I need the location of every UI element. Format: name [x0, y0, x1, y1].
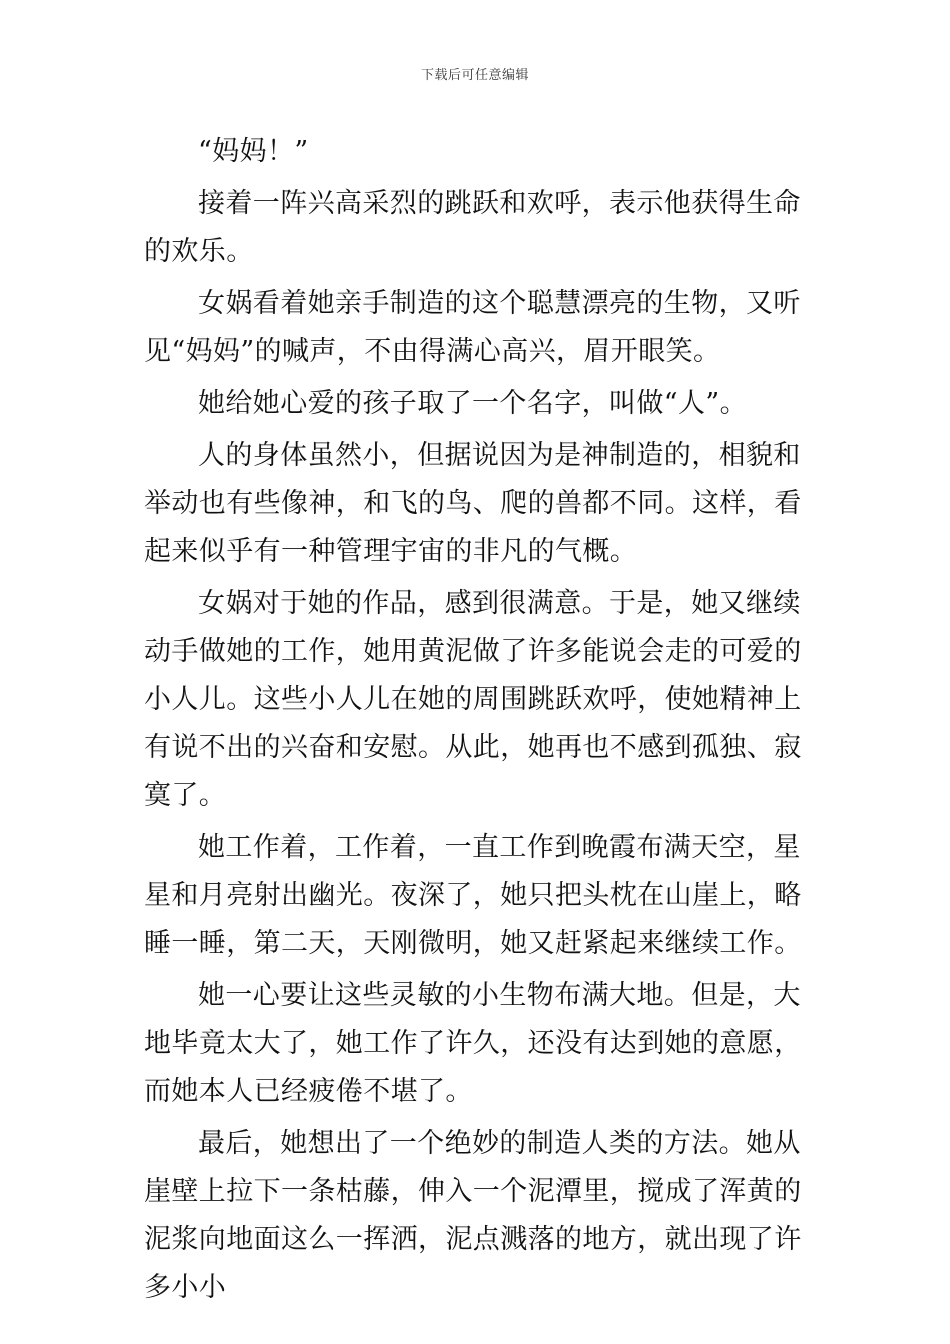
- paragraph: 最后，她想出了一个绝妙的制造人类的方法。她从崖壁上拉下一条枯藤，伸入一个泥潭里，搅成了浑黄的泥浆向地面这么一挥洒，泥点溅落的地方，就出现了许多小小: [144, 1128, 802, 1303]
- document-body: [144, 128, 809, 1312]
- paragraph: 她工作着，工作着，一直工作到晚霞布满天空，星星和月亮射出幽光。夜深了，她只把头枕在山崖上，略睡一睡，第二天，天刚微明，她又赶紧起来继续工作。: [144, 832, 802, 959]
- paragraph: 女娲看着她亲手制造的这个聪慧漂亮的生物，又听见“妈妈”的喊声，不由得满心高兴，眉开眼笑。: [144, 288, 801, 367]
- paragraph: 她给她心爱的孩子取了一个名字，叫做“人”。: [198, 388, 748, 419]
- paragraph: 人的身体虽然小，但据说因为是神制造的，相貌和举动也有些像神，和飞的鸟、爬的兽都不同。这样，看起来似乎有一种管理宇宙的非凡的气概。: [144, 440, 802, 567]
- paragraph: 她一心要让这些灵敏的小生物布满大地。但是，大地毕竟太大了，她工作了许久，还没有达到她的意愿，而她本人已经疲倦不堪了。: [144, 980, 802, 1107]
- paragraph: 女娲对于她的作品，感到很满意。于是，她又继续动手做她的工作，她用黄泥做了许多能说会走的可爱的小人儿。这些小人儿在她的周围跳跃欢呼，使她精神上有说不出的兴奋和安慰。从此，她再也不感到孤独、寂寞了。: [144, 588, 802, 811]
- paragraph: 接着一阵兴高采烈的跳跃和欢呼，表示他获得生命的欢乐。: [144, 188, 801, 267]
- page-header-note: 下载后可任意编辑: [420, 68, 529, 83]
- paragraph: “妈妈！”: [198, 136, 309, 167]
